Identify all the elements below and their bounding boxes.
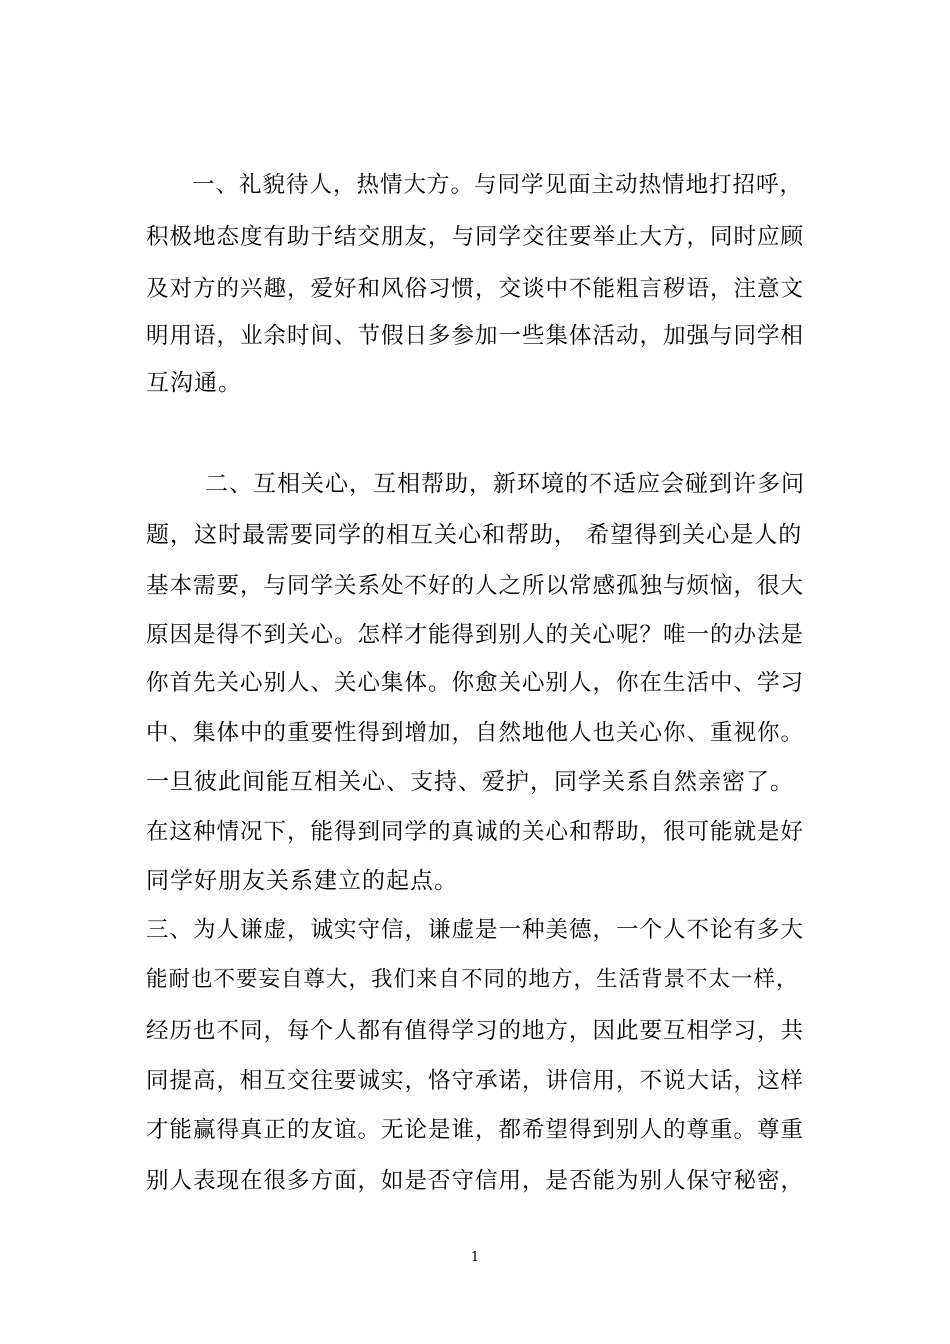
text-line: 题，这时最需要同学的相互关心和帮助， 希望得到关心是人的 xyxy=(146,522,803,548)
text-line: 明用语，业余时间、节假日多参加一些集体活动，加强与同学相 xyxy=(146,323,805,349)
text-line: 在这种情况下，能得到同学的真诚的关心和帮助，很可能就是好 xyxy=(146,819,805,845)
text-line: 你首先关心别人、关心集体。你愈关心别人，你在生活中、学习 xyxy=(146,670,805,696)
text-line: 及对方的兴趣，爱好和风俗习惯，交谈中不能粗言秽语，注意文 xyxy=(146,276,805,302)
text-line: 经历也不同，每个人都有值得学习的地方，因此要互相学习，共 xyxy=(146,1018,805,1044)
text-line: 同提高，相互交往要诚实，恪守承诺，讲信用，不说大话，这样 xyxy=(146,1068,805,1094)
text-line: 能耐也不要妄自尊大，我们来自不同的地方，生活背景不太一样， xyxy=(146,967,799,992)
page-number: 1 xyxy=(470,1250,480,1265)
text-line: 同学好朋友关系建立的起点。 xyxy=(146,868,458,894)
text-line: 才能赢得真正的友谊。无论是谁，都希望得到别人的尊重。尊重 xyxy=(146,1117,805,1143)
text-line: 三、为人谦虚，诚实守信，谦虚是一种美德，一个人不论有多大 xyxy=(146,917,805,943)
text-line: 基本需要，与同学关系处不好的人之所以常感孤独与烦恼，很大 xyxy=(146,573,805,599)
text-line: 中、集体中的重要性得到增加，自然地他人也关心你、重视你。 xyxy=(146,720,805,746)
text-line: 原因是得不到关心。怎样才能得到别人的关心呢？唯一的办法是 xyxy=(146,622,805,648)
text-line: 互沟通。 xyxy=(146,370,242,396)
text-line: 积极地态度有助于结交朋友，与同学交往要举止大方，同时应顾 xyxy=(146,224,805,250)
text-line: 一、礼貌待人，热情大方。与同学见面主动热情地打招呼， xyxy=(192,172,804,198)
text-line: 一旦彼此间能互相关心、支持、爱护，同学关系自然亲密了。 xyxy=(146,769,794,795)
text-line: 二、互相关心，互相帮助，新环境的不适应会碰到许多问 xyxy=(205,471,805,497)
text-line: 别人表现在很多方面，如是否守信用，是否能为别人保守秘密， xyxy=(146,1168,805,1194)
